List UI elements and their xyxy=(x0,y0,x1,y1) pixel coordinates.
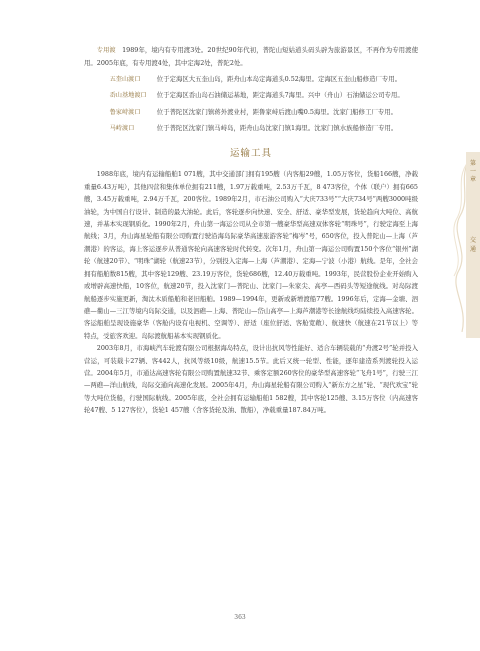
term-dedicated-ferry: 专用渡 xyxy=(96,47,116,54)
paragraph-dedicated-ferries xyxy=(84,44,418,70)
body-paragraph: 2003年8月，市海峡汽车轮渡有限公司根据海岛特点，设计出抗风等性能好、适合车辆装载的“舟渡2号”轮并投入营运，可装载卡27辆、客442人，抗风等级10级，航速15.5节。此后又统一轮型、性能，逐年建造系列渡轮投入运营。2004年5月，市通达高速客轮有限公司购置航速32节、乘客定额260客位的豪华型高速客轮“飞舟1号”，行驶三江—两礁—洋山航线，岛际交通向高速化发展。2005年4月，舟山海星轮船有限公司购入“新东方之星”轮、“现代欢宝”轮等大吨位货船，行驶国际航线。2005年底，全社会拥有运输船舶1 582艘，其中客轮125艘、3.15万客位（内高速客轮47艘、5 127客位），货轮1 457艘（含客货轮及油、散船），净载重量187.84万吨。 xyxy=(84,344,418,415)
side-chapter-label: 第一章 xyxy=(469,160,476,183)
ferry-name: 五奎山渡口 xyxy=(109,75,141,83)
ferry-name: 岙山基地渡口 xyxy=(109,92,147,100)
body-paragraph: 1988年底，境内有运输船舶1 071艘，其中交通部门拥有195艘（内客船29艘，1.05万客位，货船166艘，净载重量6.43万吨），其他四营和集体单位拥有211艘，1.97万载重吨，2.53万千瓦，8 473客位，个体（联户）拥有665艘，3.45万载重吨，2.94万千瓦，200客位。1989年2月，市石油公司购入“大庆733号”“大庆734号”两艘3000吨级油轮，为中国自行设计、制造的最大油轮。此后，客轮逐步向快速、安全、舒适、豪华型发展，货轮趋向大吨位、高航速，并基本实现钢质化。1990年2月，舟山第一海运公司从全市第一艘豪华型高速双体客轮“明珠号”，行驶定海至上海航线；3月，舟山海星轮船有限公司购置行驶沿海岛际豪华高速旅游客轮“梅岑”号，650客位，投入普陀山—上海（芦潮港）的客运，海上客运逐步从普通客轮向高速客轮时代转变。次年1月，舟山第一海运公司购置150个客位“银州”湖轮（航速20节）、“明珠”湖轮（航速23节），分别投入定海—上海（芦潮港）、定海—宁波（小港）航线。是年，全社会拥有船舶数815艘，其中客轮129艘、23.19万客位，货轮686艘，12.40万载重吨。1993年，民营股份企业开始购入或增辟高速快船，10客位，航速20节，投入沈家门—普陀山、沈家门—朱家尖、高亭—西码头等短途航线。对岛际渡航船逐步实施更新，淘汰木质船舶和老旧船舶。1989—1994年，更新或新增渡船77艘。1996年后，定海—金塘、泗礁—衢山—三江等境内岛际交通，以及泗礁—上海、普陀山—岱山高亭—上海芦潮港等长途航线均陆续投入高速客轮。客运船舶呈现设施豪华（客舱内设有电视机、空调等）、舒适（座位舒适、客舱宽敞）、航速快（航速在21节以上）等特点，受旅客欢迎。岛际渡航船基本实现钢质化。 xyxy=(84,170,418,340)
paragraph-dedicated-ferries-text: 1989年，境内有专用渡3处。20世纪90年代初，普陀山短姑道头码头辟为旅游景区，不再作为专用渡使用。2005年底，有专用渡4处，其中定海2处，普陀2处。 xyxy=(84,46,419,68)
chapter-side-tab xyxy=(446,152,480,338)
ferry-name: 鲁家峙渡口 xyxy=(109,108,141,116)
ferry-desc: 位于定海区岙山岛石油储运基地，距定海道头7海里。兴中（舟山）石油储运公司专用。 xyxy=(156,91,404,100)
ferry-desc: 位于普陀区沈家门镇蒋外渡业村，距鲁家峙后渡山嘴0.5海里。沈家门船修工厂专用。 xyxy=(156,107,398,116)
ferry-desc: 位于定海区大五奎山岛，距舟山本岛定海道头0.52海里。定海区五奎山船修造厂专用。 xyxy=(156,74,402,83)
page-content xyxy=(84,44,418,417)
ferry-entry xyxy=(84,122,418,135)
ferry-name: 马峙渡口 xyxy=(109,125,135,133)
page-number: 363 xyxy=(234,614,246,621)
ferry-entry xyxy=(84,106,418,119)
section-title: 运输工具 xyxy=(229,148,272,160)
ferry-entry xyxy=(84,89,418,102)
side-title-label: 交通 xyxy=(469,237,476,253)
ferry-desc: 位于普陀区沈家门镇马峙岛，距舟山岛沈家门镇1海里。沈家门镇水族船修造厂专用。 xyxy=(156,124,398,133)
ferry-entry xyxy=(84,73,418,86)
